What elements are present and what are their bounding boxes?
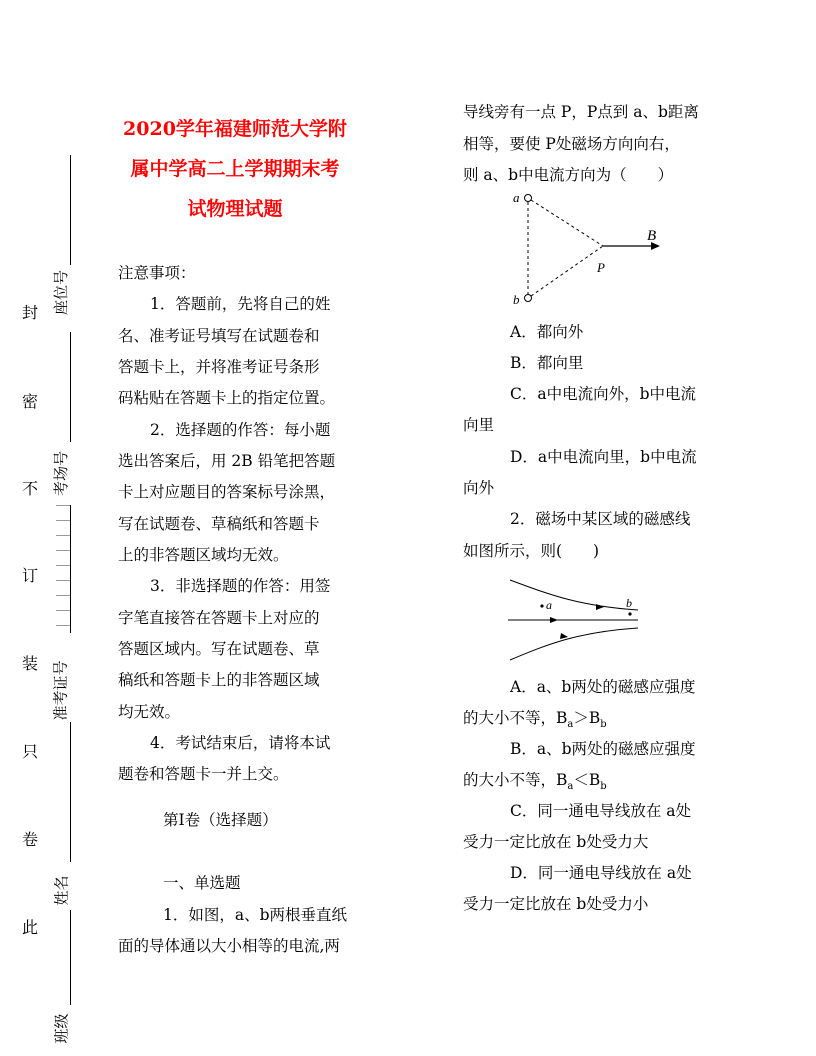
subscript-a: a [567, 781, 574, 793]
arrowhead-icon [560, 633, 568, 639]
margin-tick [56, 625, 70, 626]
q1-option-c-cont: 向里 [463, 416, 495, 434]
name-label: 姓名 [52, 875, 71, 906]
q1-stem-line: 相等，要使 P处磁场方向向右， [463, 135, 680, 153]
margin-rule [70, 505, 71, 633]
point-a [540, 604, 543, 607]
notice-line: 卡上对应题目的答案标号涂黑， [118, 483, 336, 501]
notice-line: 选出答案后，用 2B 铅笔把答题 [118, 452, 336, 470]
field-line-bottom [510, 628, 638, 660]
seal-char: 订 [22, 566, 39, 585]
notice-line: 4．考试结束后，请将本试 [150, 734, 331, 752]
notice-line: 2．选择题的作答：每小题 [150, 421, 331, 439]
wire-b [525, 295, 532, 302]
notice-line: 3．非选择题的作答：用签 [150, 577, 331, 595]
point-b [628, 612, 631, 615]
seal-char: 此 [22, 918, 39, 937]
seal-char: 封 [22, 303, 39, 322]
notice-line: 1．答题前，先将自己的姓 [150, 295, 331, 313]
notice-line: 码粘贴在答题卡上的指定位置。 [118, 389, 336, 407]
q1-label-B: B [647, 228, 657, 244]
q2-option-a-cont [463, 708, 607, 735]
subscript-a: a [567, 719, 574, 731]
margin-tick [56, 550, 70, 551]
q1-label-b: b [513, 292, 520, 306]
part-heading: 一、单选题 [163, 874, 241, 892]
q1-option-b: B．都向里 [510, 354, 584, 372]
subscript-b: b [600, 719, 607, 731]
q1-stem-line: 面的导体通以大小相等的电流,两 [118, 937, 340, 955]
q1-figure [505, 188, 665, 306]
greater-than-b: ＞B [573, 709, 601, 727]
notice-line: 名、准考证号填写在试题卷和 [118, 327, 320, 345]
q1-option-a: A．都向外 [510, 323, 584, 341]
field-line-top [510, 580, 638, 610]
margin-tick [56, 580, 70, 581]
q1-option-d-cont: 向外 [463, 479, 495, 497]
q1-option-d: D．a中电流向里，b中电流 [510, 448, 697, 466]
q1-stem-line: 1．如图，a、b两根垂直纸 [163, 906, 348, 924]
margin-rule [70, 910, 71, 1005]
admission-number-label: 准考证号 [51, 660, 70, 721]
margin-tick [56, 565, 70, 566]
q2-option-c: C．同一通电导线放在 a处 [510, 802, 692, 820]
q2-option-a: A．a、b两处的磁感应强度 [510, 678, 696, 696]
seal-char: 密 [22, 392, 39, 411]
q2-option-a-text: 的大小不等，B [463, 709, 568, 727]
q2-option-d-cont: 受力一定比放在 b处受力小 [463, 895, 649, 913]
q2-option-b: B．a、b两处的磁感应强度 [510, 740, 696, 758]
dash-a-to-p [531, 200, 603, 246]
q1-label-a: a [513, 190, 520, 205]
notice-line: 上的非答题区域均无效。 [118, 546, 289, 564]
dash-b-to-p [531, 246, 603, 296]
notice-line: 稿纸和答题卡上的非答题区域 [118, 671, 320, 689]
exam-room-label: 考场号 [52, 450, 71, 497]
seal-char: 卷 [22, 830, 39, 849]
document-title-line-1: 2020学年福建师范大学附 [123, 118, 347, 140]
q2-stem-line: 2．磁场中某区域的磁感线 [510, 510, 691, 528]
q1-label-P: P [597, 260, 605, 275]
notice-line: 字笔直接答在答题卡上对应的 [118, 609, 320, 627]
notice-line: 答题卡上，并将准考证号条形 [118, 358, 320, 376]
q2-option-d: D．同一通电导线放在 a处 [510, 864, 692, 882]
margin-tick [56, 595, 70, 596]
q1-option-c: C．a中电流向外，b中电流 [510, 385, 697, 403]
q2-stem-line: 如图所示，则( ) [463, 542, 600, 560]
notice-line: 答题区域内。写在试题卷、草 [118, 640, 320, 658]
q1-stem-line: 导线旁有一点 P，P点到 a、b距离 [463, 103, 699, 121]
q2-label-a: a [546, 598, 552, 612]
seat-number-label: 座位号 [52, 269, 71, 316]
arrowhead-icon [550, 617, 558, 623]
document-title-line-2: 属中学高二上学期期末考 [130, 158, 340, 180]
subscript-b: b [600, 781, 607, 793]
arrowhead-icon [596, 604, 604, 610]
q2-option-b-text: 的大小不等，B [463, 771, 568, 789]
margin-rule [70, 722, 71, 862]
q2-option-c-cont: 受力一定比放在 b处受力大 [463, 833, 649, 851]
less-than-b: ＜B [573, 771, 601, 789]
notice-heading: 注意事项： [118, 264, 196, 282]
margin-tick [56, 505, 70, 506]
q2-figure [508, 576, 642, 664]
margin-rule [70, 155, 71, 265]
margin-rule [70, 332, 71, 442]
wire-a [525, 195, 532, 202]
notice-line: 均无效。 [118, 703, 181, 721]
notice-line: 写在试题卷、草稿纸和答题卡 [118, 515, 320, 533]
margin-tick [56, 520, 70, 521]
margin-tick [56, 610, 70, 611]
document-title-line-3: 试物理试题 [187, 198, 283, 220]
q2-label-b: b [626, 596, 632, 610]
q1-stem-line: 则 a、b中电流方向为（ ） [463, 166, 674, 184]
q2-option-b-cont [463, 770, 607, 797]
class-label: 班级 [52, 1013, 71, 1044]
notice-line: 题卷和答题卡一并上交。 [118, 765, 289, 783]
seal-char: 只 [22, 742, 39, 761]
volume-heading: 第Ⅰ卷（选择题） [163, 811, 278, 829]
margin-tick [56, 535, 70, 536]
seal-char: 装 [22, 654, 39, 673]
seal-char: 不 [22, 479, 39, 498]
